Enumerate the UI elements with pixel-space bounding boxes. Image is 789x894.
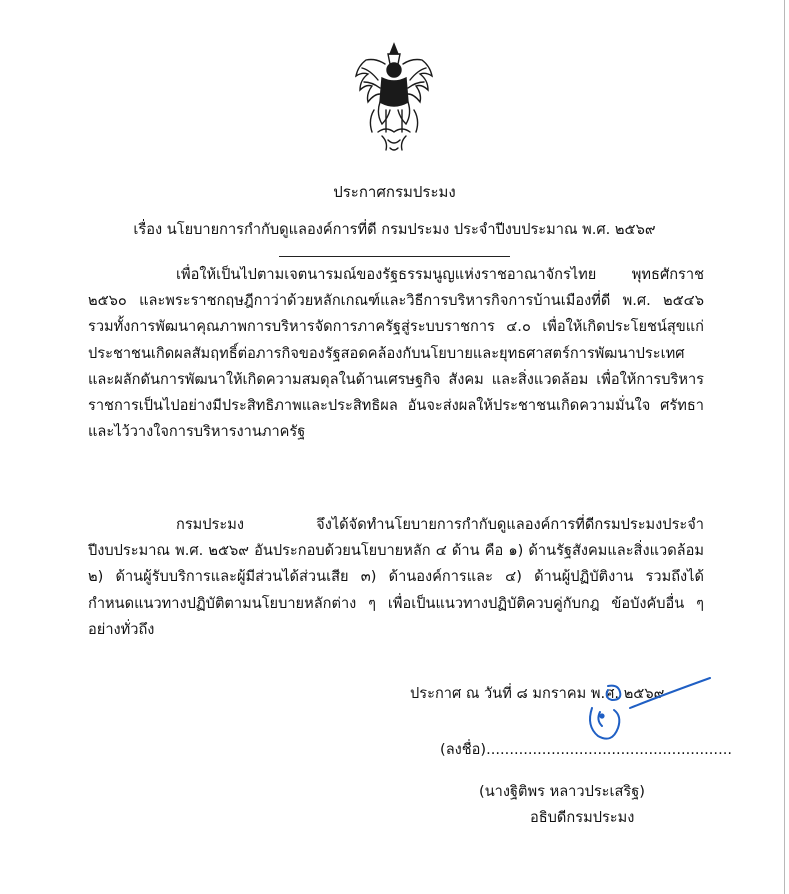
title-underline: [279, 256, 510, 257]
document-subject: เรื่อง นโยบายการกำกับดูแลองค์การที่ดี กรมประมง ประจำปีงบประมาณ พ.ศ. ๒๕๖๙: [133, 221, 656, 238]
signer-position: อธิบดีกรมประมง: [530, 809, 635, 826]
garuda-emblem-icon: [352, 40, 436, 156]
announcement-date: ประกาศ ณ วันที่ ๘ มกราคม พ.ศ. ๒๕๖๙: [410, 685, 665, 702]
page-edge: [784, 0, 785, 894]
signature-line: (ลงชื่อ).....................................................: [440, 741, 732, 758]
document-title: ประกาศกรมประมง: [333, 183, 456, 201]
body-paragraph-2: กรมประมง จึงได้จัดทำนโยบายการกำกับดูแลองค์การที่ดีกรมประมงประจำปีงบประมาณ พ.ศ. ๒๕๖๙ อันประกอบด้วยนโยบายหลัก ๔ ด้าน คือ ๑) ด้านรัฐสังคมและสิ่งแวดล้อม ๒) ด้านผู้รับบริการและผู้มีส่วนได้ส่วนเสีย ๓) ด้านองค์การและ ๔) ด้านผู้ปฏิบัติงาน รวมถึงได้กำหนดแนวทางปฏิบัติตามนโยบายหลักต่าง ๆ เพื่อเป็นแนวทางปฏิบัติควบคู่กับกฎ ข้อบังคับอื่น ๆ อย่างทั่วถึง: [88, 516, 704, 638]
signer-name: (นางฐิติพร หลาวประเสริฐ): [479, 783, 645, 800]
body-paragraph-1: เพื่อให้เป็นไปตามเจตนารมณ์ของรัฐธรรมนูญแห่งราชอาณาจักรไทย พุทธศักราช ๒๕๖๐ และพระราชกฤษฎีกาว่าด้วยหลักเกณฑ์และวิธีการบริหารกิจการบ้านเมืองที่ดี พ.ศ. ๒๕๔๖ รวมทั้งการพัฒนาคุณภาพการบริหารจัดการภาครัฐสู่ระบบราชการ ๔.๐ เพื่อให้เกิดประโยชน์สุขแก่ประชาชนเกิดผลสัมฤทธิ์ต่อภารกิจของรัฐสอดคล้องกับนโยบายและยุทธศาสตร์การพัฒนาประเทศ และผลักดันการพัฒนาให้เกิดความสมดุลในด้านเศรษฐกิจ สังคม และสิ่งแวดล้อม เพื่อให้การบริหารราชการเป็นไปอย่างมีประสิทธิภาพและประสิทธิผล อันจะส่งผลให้ประชาชนเกิดความมั่นใจ ศรัทธาและไว้วางใจการบริหารงานภาครัฐ: [88, 266, 704, 441]
